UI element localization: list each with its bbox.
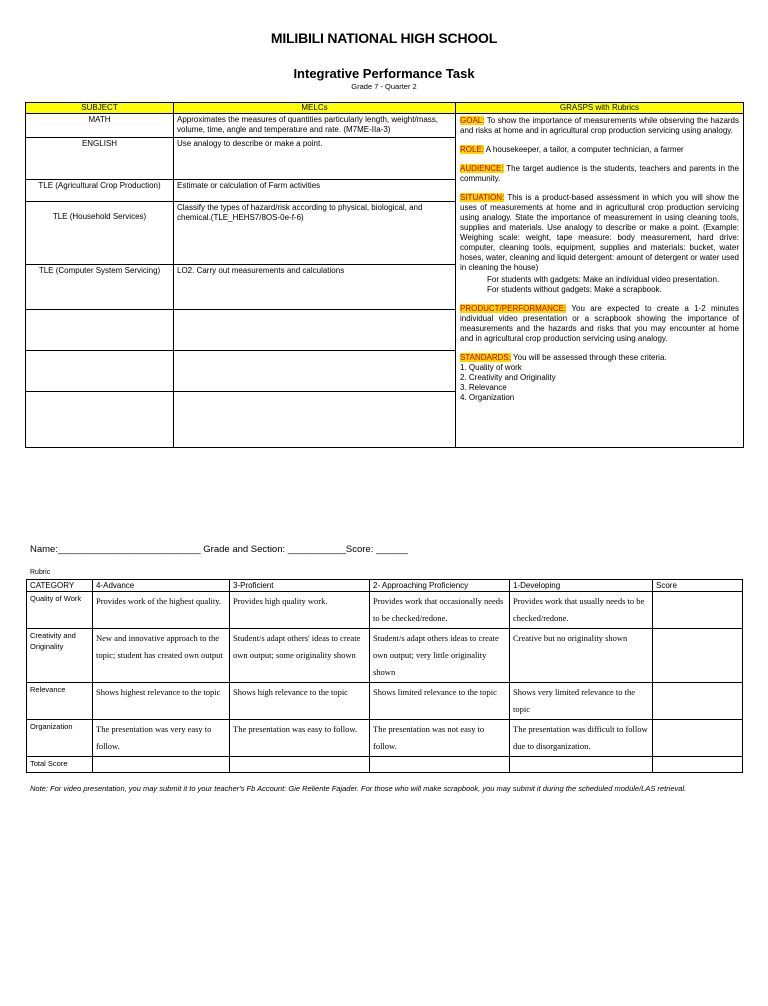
rubric-header-cell: CATEGORY bbox=[27, 580, 93, 592]
criteria-item: 1. Quality of work bbox=[460, 363, 522, 372]
rubric-cell: Student/s adapt others' ideas to create own output; some originality shown bbox=[230, 629, 370, 683]
melc-cell: LO2. Carry out measurements and calculations bbox=[174, 265, 456, 310]
rubric-cell bbox=[370, 757, 510, 773]
standards-label: STANDARDS: bbox=[460, 353, 511, 362]
melc-cell bbox=[174, 351, 456, 392]
rubric-score-cell[interactable] bbox=[653, 683, 743, 720]
rubric-row bbox=[27, 720, 743, 757]
rubric-cell: The presentation was very easy to follow. bbox=[93, 720, 230, 757]
audience-paragraph bbox=[460, 164, 739, 184]
goal-paragraph bbox=[460, 116, 739, 136]
rubric-score-cell[interactable] bbox=[653, 720, 743, 757]
role-label: ROLE: bbox=[460, 145, 485, 154]
main-table-header bbox=[26, 103, 744, 114]
melc-cell: Use analogy to describe or make a point. bbox=[174, 138, 456, 180]
melc-grasps-table bbox=[25, 102, 744, 448]
rubric-header-row bbox=[27, 580, 743, 592]
rubric-table bbox=[26, 579, 743, 773]
rubric-row bbox=[27, 683, 743, 720]
melc-cell: Classify the types of hazard/risk according to physical, biological, and chemical.(TLE_HEHS7/8OS-0e-f-6) bbox=[174, 202, 456, 265]
subject-cell bbox=[26, 392, 174, 448]
rubric-cell: Shows highest relevance to the topic bbox=[93, 683, 230, 720]
rubric-total-row bbox=[27, 757, 743, 773]
rubric-cell bbox=[93, 757, 230, 773]
rubric-category: Creativity and Originality bbox=[27, 629, 93, 683]
goal-label: GOAL: bbox=[460, 116, 485, 125]
rubric-cell: Provides work of the highest quality. bbox=[93, 592, 230, 629]
rubric-cell bbox=[230, 757, 370, 773]
product-paragraph bbox=[460, 304, 739, 344]
subject-cell bbox=[26, 351, 174, 392]
rubric-cell: Provides work that occasionally needs to be checked/redone. bbox=[370, 592, 510, 629]
rubric-cell: Provides work that usually needs to be checked/redone. bbox=[510, 592, 653, 629]
melc-cell bbox=[174, 310, 456, 351]
rubric-category: Quality of Work bbox=[27, 592, 93, 629]
rubric-cell: Shows very limited relevance to the topic bbox=[510, 683, 653, 720]
no-gadgets-text: For students without gadgets: Make a scrapbook. bbox=[487, 285, 662, 294]
rubric-cell: The presentation was not easy to follow. bbox=[370, 720, 510, 757]
rubric-label: Rubric bbox=[30, 569, 51, 576]
rubric-category: Relevance bbox=[27, 683, 93, 720]
rubric-row bbox=[27, 592, 743, 629]
header-melcs: MELCs bbox=[174, 103, 456, 114]
rubric-header-cell: 3-Proficient bbox=[230, 580, 370, 592]
school-name: MILIBILI NATIONAL HIGH SCHOOL bbox=[270, 30, 498, 46]
situation-text: This is a product-based assessment in which you will show the uses of measurements at home and in agricultural crop production servicing using analogy. State the importance of measurement in using cleaning tools, supplies and materials. Use analogy to describe or make a point. (Example: Weighing scale: weight, tape measure: body measurement, hard drive: computer, cleaning tools, equipment, supplies and materials: bucket, water hoses, water, cleaning and liquid detergent: amount of detergent or water used in cleaning the house) bbox=[460, 193, 739, 272]
rubric-cell: Shows limited relevance to the topic bbox=[370, 683, 510, 720]
rubric-score-cell[interactable] bbox=[653, 629, 743, 683]
situation-label: SITUATION: bbox=[460, 193, 505, 202]
rubric-cell bbox=[510, 757, 653, 773]
rubric-cell: Creative but no originality shown bbox=[510, 629, 653, 683]
audience-text: The target audience is the students, teachers and parents in the community. bbox=[460, 164, 739, 183]
role-text: A housekeeper, a tailor, a computer technician, a farmer bbox=[484, 145, 684, 154]
grasps-cell bbox=[456, 114, 744, 448]
header-subject: SUBJECT bbox=[26, 103, 174, 114]
criteria-item: 4. Organization bbox=[460, 393, 515, 402]
rubric-cell: Student/s adapt others ideas to create own output; very little originality shown bbox=[370, 629, 510, 683]
header-grasps: GRASPS with Rubrics bbox=[456, 103, 744, 114]
product-text: You are expected to create a 1-2 minutes individual video presentation or a scrapbook showing the importance of measurements and the hazards and risks that you may encounter at home and in agricultural crop production servicing using analogy. bbox=[460, 304, 739, 343]
standards-paragraph bbox=[460, 353, 739, 363]
rubric-row bbox=[27, 629, 743, 683]
rubric-header-cell: 1-Developing bbox=[510, 580, 653, 592]
situation-paragraph bbox=[460, 193, 739, 273]
rubric-category: Total Score bbox=[27, 757, 93, 773]
audience-label: AUDIENCE: bbox=[460, 164, 504, 173]
goal-text: To show the importance of measurements while observing the hazards and risks at home and in agricultural crop production servicing using analogy. bbox=[460, 116, 739, 135]
subject-cell: MATH bbox=[26, 114, 174, 138]
rubric-cell: The presentation was easy to follow. bbox=[230, 720, 370, 757]
rubric-cell: The presentation was difficult to follow due to disorganization. bbox=[510, 720, 653, 757]
rubric-total-score-cell[interactable] bbox=[653, 757, 743, 773]
melc-cell bbox=[174, 392, 456, 448]
subject-cell bbox=[26, 310, 174, 351]
criteria-item: 2. Creativity and Originality bbox=[460, 373, 556, 382]
criteria-item: 3. Relevance bbox=[460, 383, 507, 392]
rubric-cell: Provides high quality work. bbox=[230, 592, 370, 629]
name-grade-score-line: Name:___________________________ Grade and Section: ___________Score: ______ bbox=[30, 544, 408, 555]
gadgets-text: For students with gadgets: Make an individual video presentation. bbox=[487, 275, 720, 284]
melc-cell: Approximates the measures of quantities particularly length, weight/mass, volume, time, angle and temperature and rate. (M7ME-IIa-3) bbox=[174, 114, 456, 138]
rubric-category: Organization bbox=[27, 720, 93, 757]
role-paragraph bbox=[460, 145, 739, 155]
task-title: Integrative Performance Task bbox=[293, 66, 475, 81]
product-label: PRODUCT/PERFORMANCE: bbox=[460, 304, 567, 313]
melc-cell: Estimate or calculation of Farm activities bbox=[174, 180, 456, 202]
subject-cell: TLE (Agricultural Crop Production) bbox=[26, 180, 174, 202]
grade-quarter: Grade 7 - Quarter 2 bbox=[351, 82, 417, 91]
table-row bbox=[26, 114, 744, 138]
rubric-header-cell: 4-Advance bbox=[93, 580, 230, 592]
rubric-header-cell: 2- Approaching Proficiency bbox=[370, 580, 510, 592]
subject-cell: ENGLISH bbox=[26, 138, 174, 180]
rubric-score-cell[interactable] bbox=[653, 592, 743, 629]
standards-text: You will be assessed through these criteria. bbox=[510, 353, 667, 362]
rubric-cell: Shows high relevance to the topic bbox=[230, 683, 370, 720]
subject-cell: TLE (Household Services) bbox=[26, 202, 174, 265]
rubric-cell: New and innovative approach to the topic; student has created own output bbox=[93, 629, 230, 683]
rubric-header-cell: Score bbox=[653, 580, 743, 592]
submission-note: Note: For video presentation, you may submit it to your teacher's Fb Account: Gie Reliente Fajader. For those who will make scrapbook, you may submit it during the scheduled module/LAS retrieval. bbox=[30, 784, 687, 793]
subject-cell: TLE (Computer System Servicing) bbox=[26, 265, 174, 310]
